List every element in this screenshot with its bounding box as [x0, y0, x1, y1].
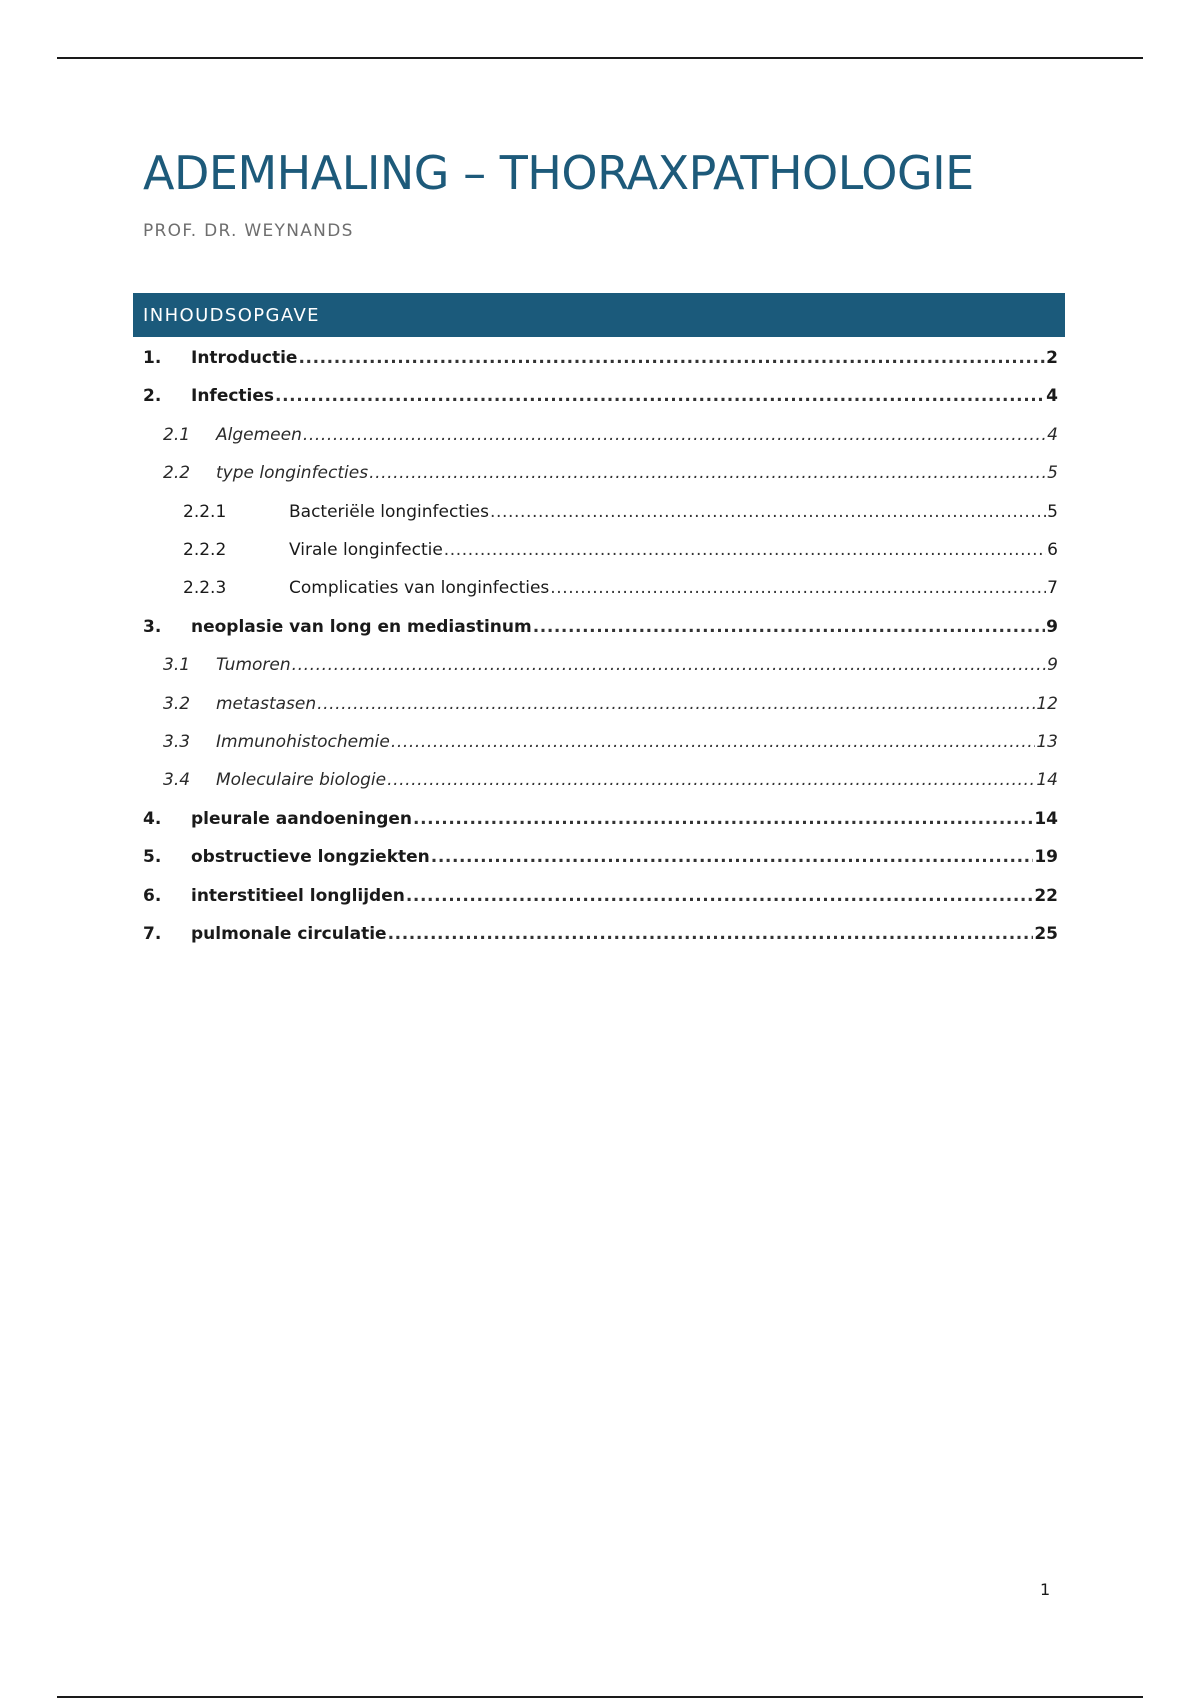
toc-dot-leader [533, 615, 1045, 639]
toc-entry-title: Algemeen [216, 424, 302, 445]
toc-entry-title: obstructieve longziekten [191, 847, 430, 868]
toc-dot-leader [387, 768, 1035, 792]
toc-entry-title: Moleculaire biologie [216, 770, 387, 791]
toc-dot-leader [275, 384, 1045, 408]
toc-heading-bar [133, 293, 1065, 337]
toc-entry-number: 5. [143, 847, 162, 868]
toc-entry-title: pulmonale circulatie [191, 924, 387, 944]
toc-entry-number: 3. [143, 616, 162, 637]
toc-entry-title: metastasen [216, 693, 317, 714]
toc-entry-page: 25 [1034, 924, 1058, 944]
toc-entry-page: 7 [1047, 578, 1058, 599]
toc-entry[interactable] [163, 692, 1058, 716]
toc-entry-page: 4 [1046, 386, 1058, 407]
toc-entry[interactable] [163, 461, 1058, 485]
toc-entry[interactable] [183, 538, 1058, 562]
toc-entry-title: neoplasie van long en mediastinum [191, 616, 532, 637]
page-bottom-rule [57, 1696, 1143, 1698]
toc-entry-page: 13 [1036, 732, 1058, 752]
toc-heading: INHOUDSOPGAVE [143, 304, 320, 326]
toc-entry-number: 2.2.2 [183, 540, 227, 560]
toc-entry-page: 19 [1034, 847, 1058, 868]
toc-dot-leader [298, 346, 1045, 370]
toc-entry-page: 2 [1046, 348, 1058, 368]
toc-entry-number: 2.1 [163, 424, 191, 445]
toc-dot-leader [388, 922, 1034, 946]
page-top-rule [57, 57, 1143, 59]
toc-entry-number: 2.2 [163, 463, 191, 484]
toc-entry-title: type longinfecties [216, 463, 369, 484]
toc-entry-number: 3.2 [163, 693, 191, 714]
toc-entry-number: 2.2.3 [183, 578, 227, 599]
toc-dot-leader [490, 500, 1046, 524]
toc-entry-number: 6. [143, 885, 162, 906]
toc-entry-page: 22 [1034, 885, 1058, 906]
toc-entry-title: Introductie [191, 348, 298, 368]
toc-dot-leader [369, 461, 1046, 485]
toc-entry[interactable] [143, 807, 1058, 831]
toc-dot-leader [317, 692, 1035, 716]
toc-entry-number: 3.3 [163, 732, 191, 752]
toc-entry-number: 4. [143, 808, 162, 829]
toc-entry[interactable] [143, 845, 1058, 869]
toc-entry-title: Bacteriële longinfecties [289, 501, 489, 522]
toc-entry-number: 3.1 [163, 655, 191, 676]
toc-entry-title: Complicaties van longinfecties [289, 578, 550, 599]
toc-entry[interactable] [163, 653, 1058, 677]
toc-entry-number: 7. [143, 924, 162, 944]
toc-entry[interactable] [163, 730, 1058, 754]
document-title: ADEMHALING – THORAXPATHOLOGIE [143, 146, 974, 200]
toc-entry-page: 14 [1036, 770, 1058, 791]
toc-dot-leader [444, 538, 1046, 562]
toc-entry[interactable] [183, 576, 1058, 600]
toc-dot-leader [550, 576, 1046, 600]
toc-entry-number: 1. [143, 348, 162, 368]
toc-entry[interactable] [163, 768, 1058, 792]
toc-entry[interactable] [183, 500, 1058, 524]
page-number: 1 [1040, 1580, 1051, 1599]
toc-entry-title: Tumoren [216, 655, 291, 676]
toc-dot-leader [406, 884, 1033, 908]
toc-entry-title: interstitieel longlijden [191, 885, 405, 906]
toc-entry-page: 4 [1047, 424, 1058, 445]
document-author: PROF. DR. WEYNANDS [143, 221, 354, 241]
toc-entry[interactable] [143, 615, 1058, 639]
toc-entry-page: 6 [1047, 540, 1058, 560]
toc-dot-leader [413, 807, 1033, 831]
toc-entry[interactable] [163, 423, 1058, 447]
toc-entry[interactable] [143, 884, 1058, 908]
toc-dot-leader [303, 423, 1046, 447]
toc-entry-page: 5 [1047, 501, 1058, 522]
toc-entry-title: Infecties [191, 386, 275, 407]
toc-entry-page: 12 [1036, 693, 1058, 714]
toc-dot-leader [431, 845, 1034, 869]
toc-entry-page: 9 [1046, 616, 1058, 637]
toc-dot-leader [391, 730, 1036, 754]
toc-entry-title: Virale longinfectie [289, 540, 443, 560]
toc-entry[interactable] [143, 922, 1058, 946]
toc-entry-page: 9 [1047, 655, 1058, 676]
toc-entry-page: 5 [1047, 463, 1058, 484]
toc-entry[interactable] [143, 346, 1058, 370]
toc-entry-number: 2.2.1 [183, 501, 227, 522]
toc-entry-number: 3.4 [163, 770, 191, 791]
toc-entry[interactable] [143, 384, 1058, 408]
toc-entry-number: 2. [143, 386, 162, 407]
toc-dot-leader [292, 653, 1047, 677]
toc-entry-title: Immunohistochemie [216, 732, 390, 752]
toc-entry-page: 14 [1034, 808, 1058, 829]
toc-entry-title: pleurale aandoeningen [191, 808, 413, 829]
